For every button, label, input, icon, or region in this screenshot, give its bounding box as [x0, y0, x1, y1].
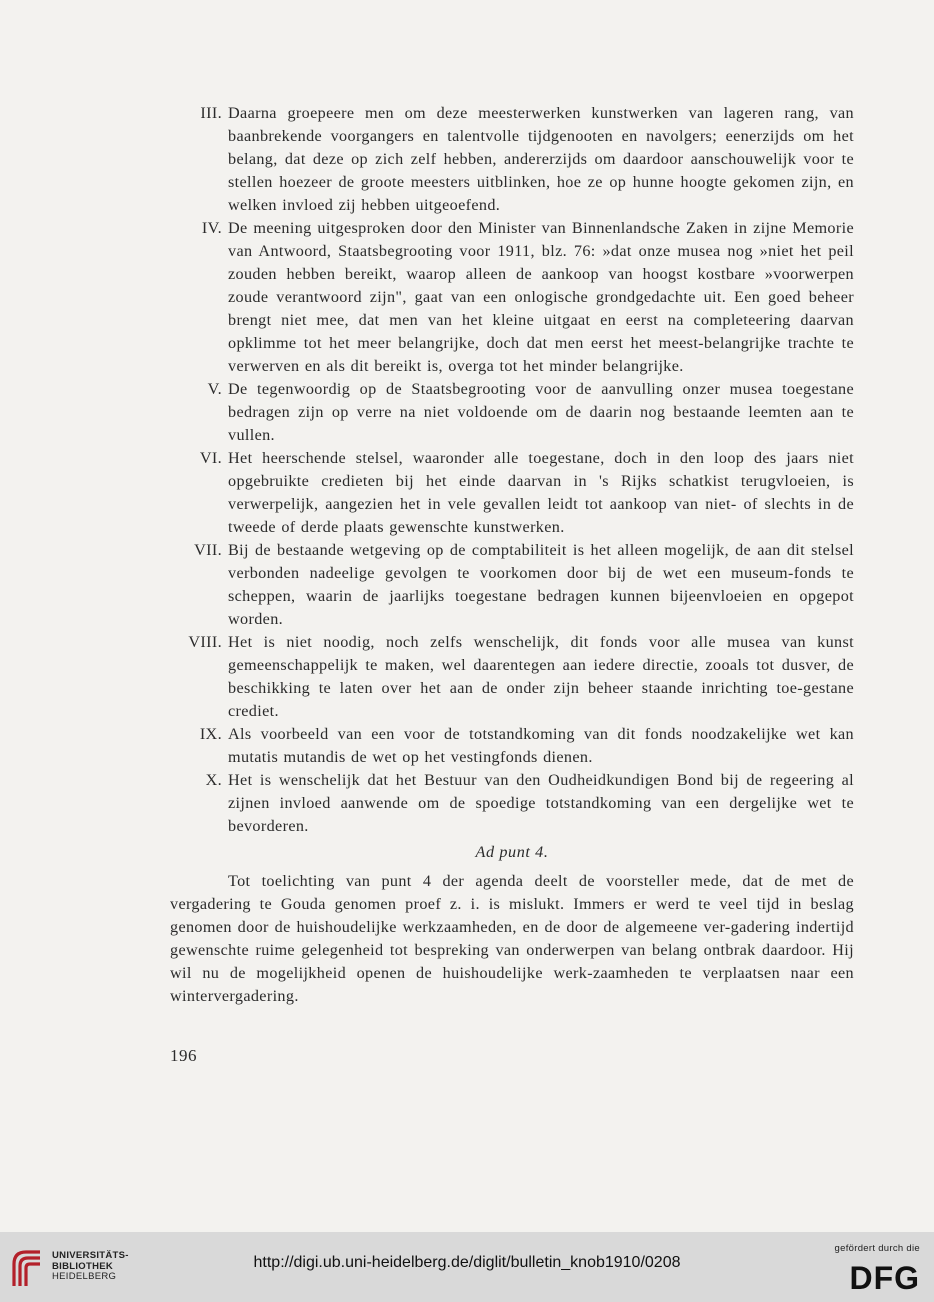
list-item-9 [170, 723, 854, 769]
item-text: Als voorbeeld van een voor de totstandkoming van dit fonds noodzakelijke wet kan mutatis mutandis de wet op het vestingfonds dienen. [228, 725, 854, 766]
item-number: X. [205, 771, 222, 789]
item-number: III. [200, 104, 222, 122]
item-text: Het heerschende stelsel, waaronder alle toegestane, doch in den loop des jaars niet opgebruikte credieten bij het einde daarvan in 's Rijks schatkist terugvloeien, is verwerpelijk, aangezien het in vele gevallen leidt tot aankoop van niet- of slechts in de tweede of derde plaats gewenschte kunstwerken. [228, 449, 854, 536]
permalink-url[interactable]: http://digi.ub.uni-heidelberg.de/diglit/bulletin_knob1910/0208 [253, 1254, 681, 1271]
list-item-10 [170, 769, 854, 838]
numbered-list [170, 102, 854, 838]
library-line-3: HEIDELBERG [52, 1271, 117, 1282]
list-item-6 [170, 447, 854, 539]
funding-note: gefördert durch die [834, 1243, 920, 1254]
dfg-logo: DFG [849, 1260, 920, 1296]
page-number: 196 [170, 1046, 197, 1065]
library-line-2: BIBLIOTHEK [52, 1260, 114, 1272]
item-text: Daarna groepeere men om deze meesterwerken kunstwerken van lageren rang, van baanbrekende voorgangers en talentvolle tijdgenooten en navolgers; eenerzijds om het belang, dat deze op zich zelf hebben, andererzijds om daardoor aanschouwelijk voor te stellen hoezeer de groote meesters uitblinken, hoe ze op hunne hoogte gekomen zijn, en welken invloed zij hebben uitgeoefend. [228, 104, 854, 214]
list-item-3 [170, 102, 854, 217]
library-line-1: UNIVERSITÄTS- [52, 1250, 129, 1261]
list-item-4 [170, 217, 854, 378]
item-number: IV. [201, 219, 222, 237]
item-number: V. [207, 380, 222, 398]
item-text: Het is wenschelijk dat het Bestuur van den Oudheidkundigen Bond bij de regeering al zijnen invloed aanwende om de spoedige totstandkoming van een dergelijke wet te bevorderen. [228, 771, 854, 835]
list-item-7 [170, 539, 854, 631]
body-paragraph: Tot toelichting van punt 4 der agenda deelt de voorsteller mede, dat de met de vergadering te Gouda genomen proef z. i. is mislukt. Immers er werd te veel tijd in beslag genomen door de huishoudelijke werkzaamheden, en de door de algemeene ver-gadering indertijd gewenschte ruime gelegenheid tot bespreking van onderwerpen van belang ontbrak daardoor. Hij wil nu de mogelijkheid openen de huishoudelijke werk-zaamheden te verplaatsen naar een wintervergadering. [170, 872, 854, 1005]
item-number: IX. [199, 725, 222, 743]
item-number: VI. [199, 449, 222, 467]
item-text: Het is niet noodig, noch zelfs wenschelijk, dit fonds voor alle musea van kunst gemeenschappelijk te maken, wel daarentegen aan iedere directie, zooals tot dusver, de beschikking te laten over het aan de onder zijn beheer staande inrichting toe-gestane crediet. [228, 633, 854, 720]
viewer-footer [0, 1232, 934, 1302]
list-item-5 [170, 378, 854, 447]
item-number: VIII. [188, 633, 222, 651]
item-text: De tegenwoordig op de Staatsbegrooting voor de aanvulling onzer musea toegestane bedragen zijn op verre na niet voldoende om de daarin nog bestaande leemten aan te vullen. [228, 380, 854, 444]
item-number: VII. [194, 541, 222, 559]
item-text: De meening uitgesproken door den Minister van Binnenlandsche Zaken in zijne Memorie van Antwoord, Staatsbegrooting voor 1911, blz. 76: »dat onze musea nog »niet het peil zouden hebben bereikt, waarop alleen de aankoop van hoogst kostbare »voorwerpen zoude verantwoord zijn", gaat van een onlogische grondgedachte uit. Een goed beheer brengt niet mee, dat men van het kleine uitgaat en eerst na completeering daarvan opklimme tot het meer belangrijke, doch dat men eerst het meest-belangrijke trachte te verwerven en als dit bereikt is, overga tot het minder belangrijke. [228, 219, 854, 375]
page-content [170, 102, 854, 1008]
section-heading: Ad punt 4. [475, 843, 549, 861]
item-text: Bij de bestaande wetgeving op de comptabiliteit is het alleen mogelijk, de aan dit stelsel verbonden nadeelige gevolgen te voorkomen door bij de wet een museum-fonds te scheppen, waarin de jaarlijks toegestane bedragen kunnen bijeenvloeien en opgepot worden. [228, 541, 854, 628]
list-item-8 [170, 631, 854, 723]
